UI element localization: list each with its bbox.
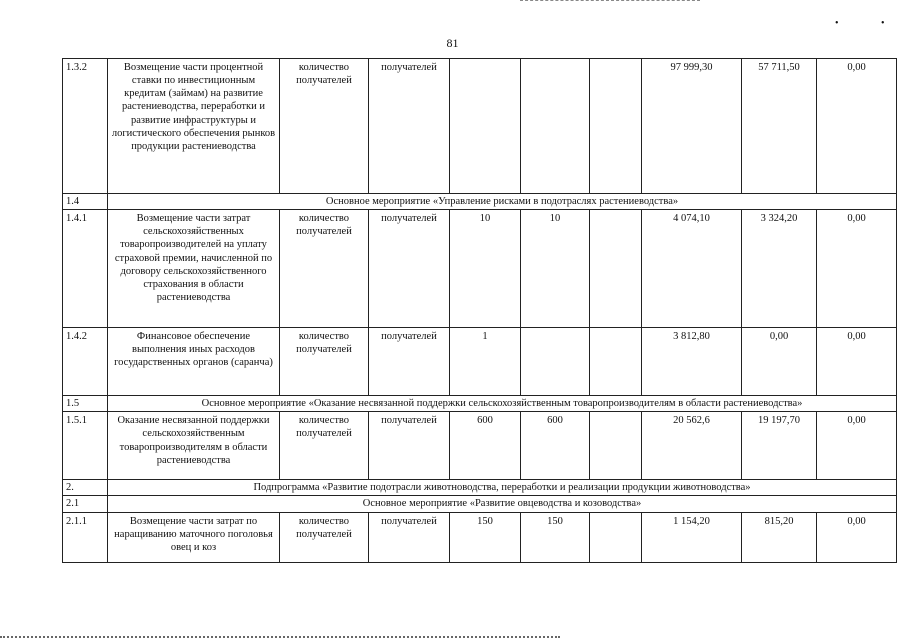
row-unit: получателей bbox=[369, 328, 450, 396]
section-number: 2.1 bbox=[63, 496, 108, 512]
row-indicator: количество получателей bbox=[280, 328, 369, 396]
section-title: Подпрограмма «Развитие подотрасли животноводства, переработки и реализации продукции животноводства» bbox=[108, 480, 897, 496]
section-title: Основное мероприятие «Управление рисками в подотраслях растениеводства» bbox=[108, 194, 897, 210]
row-unit: получателей bbox=[369, 512, 450, 562]
row-value-2: 150 bbox=[521, 512, 590, 562]
row-finance-3: 0,00 bbox=[817, 328, 897, 396]
table-row bbox=[63, 512, 897, 562]
row-finance-1: 1 154,20 bbox=[642, 512, 742, 562]
section-row bbox=[63, 480, 897, 496]
row-finance-2: 815,20 bbox=[742, 512, 817, 562]
section-title: Основное мероприятие «Оказание несвязанной поддержки сельскохозяйственным товаропроизводителям в области растениеводства» bbox=[108, 396, 897, 412]
row-unit: получателей bbox=[369, 59, 450, 194]
section-title: Основное мероприятие «Развитие овцеводства и козоводства» bbox=[108, 496, 897, 512]
row-finance-3: 0,00 bbox=[817, 412, 897, 480]
row-value-2: 10 bbox=[521, 210, 590, 328]
section-number: 1.4 bbox=[63, 194, 108, 210]
row-finance-2: 19 197,70 bbox=[742, 412, 817, 480]
row-description: Возмещение части процентной ставки по инвестиционным кредитам (займам) на развитие растениеводства, переработки и развитие инфраструктуры и логистического обеспечения рынков продукции растениеводства bbox=[108, 59, 280, 194]
section-number: 1.5 bbox=[63, 396, 108, 412]
row-indicator: количество получателей bbox=[280, 210, 369, 328]
row-description: Возмещение части затрат по наращиванию маточного поголовья овец и коз bbox=[108, 512, 280, 562]
row-value-3 bbox=[590, 512, 642, 562]
row-value-2: 600 bbox=[521, 412, 590, 480]
section-row bbox=[63, 496, 897, 512]
table-row bbox=[63, 59, 897, 194]
row-description: Финансовое обеспечение выполнения иных расходов государственных органов (саранча) bbox=[108, 328, 280, 396]
row-finance-2: 0,00 bbox=[742, 328, 817, 396]
row-indicator: количество получателей bbox=[280, 59, 369, 194]
row-finance-3: 0,00 bbox=[817, 59, 897, 194]
row-number: 1.5.1 bbox=[63, 412, 108, 480]
row-number: 1.4.2 bbox=[63, 328, 108, 396]
row-value-3 bbox=[590, 412, 642, 480]
row-finance-1: 4 074,10 bbox=[642, 210, 742, 328]
row-description: Возмещение части затрат сельскохозяйственных товаропроизводителей на уплату страховой премии, начисленной по договору сельскохозяйственного страхования в области растениеводства bbox=[108, 210, 280, 328]
row-value-1: 10 bbox=[450, 210, 521, 328]
row-value-1: 150 bbox=[450, 512, 521, 562]
scan-artifact-top bbox=[520, 0, 700, 3]
section-row bbox=[63, 396, 897, 412]
top-marks: • • bbox=[835, 18, 905, 29]
row-value-2 bbox=[521, 328, 590, 396]
row-finance-3: 0,00 bbox=[817, 512, 897, 562]
row-number: 1.4.1 bbox=[63, 210, 108, 328]
table-row bbox=[63, 328, 897, 396]
row-value-3 bbox=[590, 328, 642, 396]
page-number: 81 bbox=[446, 36, 459, 50]
row-indicator: количество получателей bbox=[280, 512, 369, 562]
program-table bbox=[62, 58, 897, 563]
row-value-3 bbox=[590, 59, 642, 194]
row-finance-1: 3 812,80 bbox=[642, 328, 742, 396]
row-description: Оказание несвязанной поддержки сельскохозяйственным товаропроизводителям в области растениеводства bbox=[108, 412, 280, 480]
table-row bbox=[63, 210, 897, 328]
row-value-1: 600 bbox=[450, 412, 521, 480]
row-finance-1: 20 562,6 bbox=[642, 412, 742, 480]
row-indicator: количество получателей bbox=[280, 412, 369, 480]
section-number: 2. bbox=[63, 480, 108, 496]
row-unit: получателей bbox=[369, 412, 450, 480]
row-unit: получателей bbox=[369, 210, 450, 328]
table-row bbox=[63, 412, 897, 480]
row-value-3 bbox=[590, 210, 642, 328]
row-finance-1: 97 999,30 bbox=[642, 59, 742, 194]
row-finance-2: 57 711,50 bbox=[742, 59, 817, 194]
row-value-1 bbox=[450, 59, 521, 194]
scan-artifact-bottom bbox=[0, 636, 560, 640]
row-value-1: 1 bbox=[450, 328, 521, 396]
section-row bbox=[63, 194, 897, 210]
row-number: 1.3.2 bbox=[63, 59, 108, 194]
row-value-2 bbox=[521, 59, 590, 194]
row-number: 2.1.1 bbox=[63, 512, 108, 562]
row-finance-3: 0,00 bbox=[817, 210, 897, 328]
row-finance-2: 3 324,20 bbox=[742, 210, 817, 328]
